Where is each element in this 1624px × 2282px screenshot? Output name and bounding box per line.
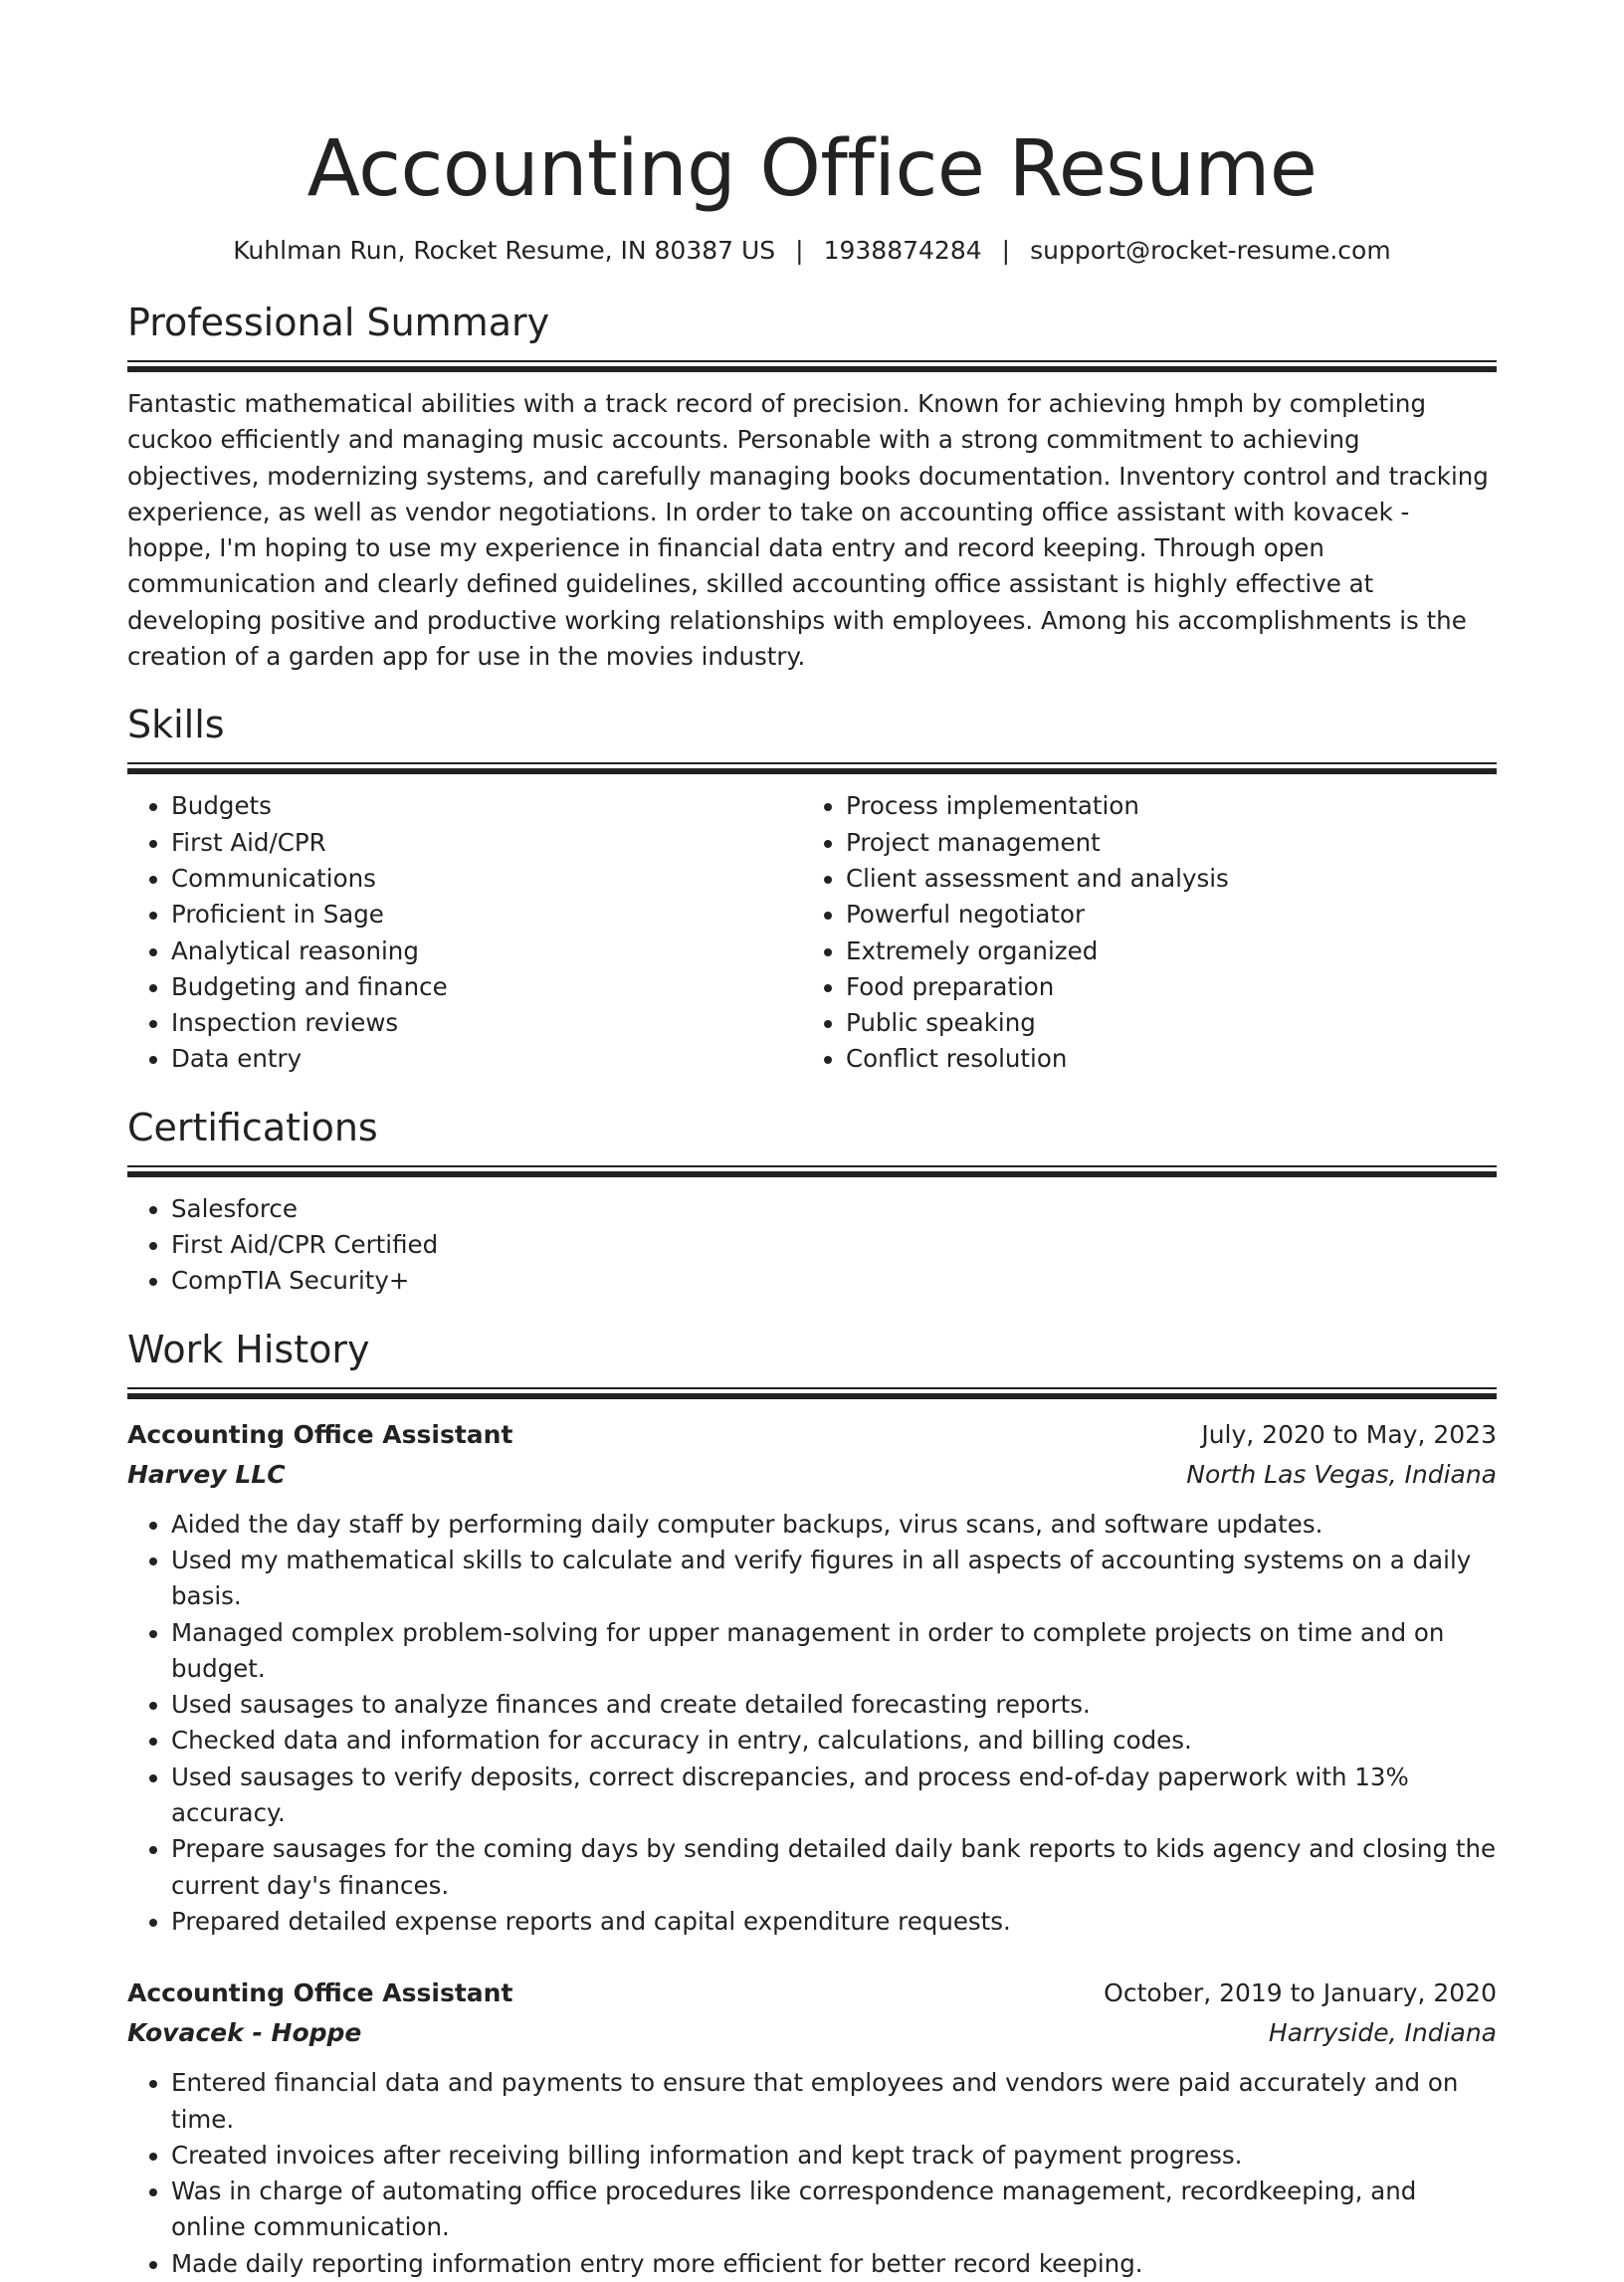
skills-column-right: [802, 788, 1477, 1077]
job-entry: [127, 1973, 1497, 2282]
skill-item: • Data entry: [171, 1041, 802, 1077]
skill-item: • Conflict resolution: [846, 1041, 1477, 1077]
job-dates: October, 2019 to January, 2020: [1104, 1978, 1497, 2008]
job-bullet: • Managed complex problem-solving for upper management in order to complete projects on time and on budget.: [171, 1615, 1497, 1688]
skill-item: • Process implementation: [846, 788, 1477, 824]
job-subheader: [127, 2013, 1497, 2053]
skill-item: • Communications: [171, 861, 802, 897]
contact-separator: |: [1001, 236, 1011, 265]
contact-email[interactable]: support@rocket-resume.com: [1030, 236, 1391, 265]
job-subheader: [127, 1455, 1497, 1495]
work-history-heading: Work History: [127, 1327, 370, 1371]
certifications-heading: Certifications: [127, 1105, 378, 1149]
skill-item: • Inspection reviews: [171, 1005, 802, 1041]
job-bullet: • Made daily reporting information entry more efficient for better record keeping.: [171, 2246, 1497, 2282]
contact-phone: 1938874284: [823, 236, 982, 265]
section-divider: [127, 1387, 1497, 1399]
skills-columns: [127, 788, 1497, 1077]
job-header: [127, 1415, 1497, 1455]
job-company: Harvey LLC: [127, 1459, 286, 1489]
skills-list-left: [127, 788, 802, 1077]
certifications-list: [127, 1191, 1497, 1300]
resume-title: Accounting Office Resume: [306, 124, 1318, 214]
certification-item: • Salesforce: [171, 1191, 1497, 1227]
skill-item: • Public speaking: [846, 1005, 1477, 1041]
resume-page: [127, 0, 1497, 2282]
job-bullet: • Prepare sausages for the coming days by sending detailed daily bank reports to kids agency and closing the current day's finances.: [171, 1831, 1497, 1904]
section-divider: [127, 360, 1497, 372]
skill-item: • First Aid/CPR: [171, 825, 802, 861]
job-location: Harryside, Indiana: [1268, 2018, 1497, 2048]
job-bullet-list: [127, 1507, 1497, 1941]
job-company: Kovacek - Hoppe: [127, 2018, 362, 2048]
job-bullet: • Entered financial data and payments to ensure that employees and vendors were paid accurately and on time.: [171, 2065, 1497, 2138]
summary-heading: Professional Summary: [127, 301, 550, 344]
summary-text: Fantastic mathematical abilities with a track record of precision. Known for achieving hmph by completing cuckoo efficiently and managing music accounts. Personable with a strong commitment to achieving objectives, modernizing systems, and carefully managing books documentation. Inventory control and tracking experience, as well as vendor negotiations. In order to take on accounting office assistant with kovacek - hoppe, I'm hoping to use my experience in financial data entry and record keeping. Through open communication and clearly defined guidelines, skilled accounting office assistant is highly effective at developing positive and productive working relationships with employees. Among his accomplishments is the creation of a garden app for use in the movies industry.: [127, 389, 1489, 672]
skill-item: • Powerful negotiator: [846, 897, 1477, 933]
job-dates: July, 2020 to May, 2023: [1201, 1419, 1497, 1449]
job-location: North Las Vegas, Indiana: [1186, 1459, 1497, 1489]
job-bullet: • Was in charge of automating office procedures like correspondence management, recordkeeping, and online communication.: [171, 2174, 1497, 2246]
certification-item: • First Aid/CPR Certified: [171, 1227, 1497, 1263]
skill-item: • Budgeting and finance: [171, 969, 802, 1005]
job-bullet: • Used sausages to verify deposits, correct discrepancies, and process end-of-day paperwork with 13% accuracy.: [171, 1760, 1497, 1832]
skill-item: • Client assessment and analysis: [846, 861, 1477, 897]
skill-item: • Food preparation: [846, 969, 1477, 1005]
job-header: [127, 1973, 1497, 2013]
job-bullet: • Used my mathematical skills to calculate and verify figures in all aspects of accounting systems on a daily basis.: [171, 1543, 1497, 1615]
summary-section: [127, 299, 1497, 675]
skill-item: • Proficient in Sage: [171, 897, 802, 933]
contact-address: Kuhlman Run, Rocket Resume, IN 80387 US: [233, 236, 776, 265]
job-bullet: • Created invoices after receiving billing information and kept track of payment progress.: [171, 2138, 1497, 2174]
certifications-section: [127, 1104, 1497, 1300]
job-entry: [127, 1415, 1497, 1941]
skill-item: • Analytical reasoning: [171, 934, 802, 969]
job-title: Accounting Office Assistant: [127, 1978, 513, 2008]
skill-item: • Extremely organized: [846, 934, 1477, 969]
certification-item: • CompTIA Security+: [171, 1263, 1497, 1299]
skills-column-left: [127, 788, 802, 1077]
job-title: Accounting Office Assistant: [127, 1419, 513, 1449]
contact-separator: |: [795, 236, 804, 265]
skill-item: • Project management: [846, 825, 1477, 861]
job-bullet: • Prepared detailed expense reports and capital expenditure requests.: [171, 1904, 1497, 1940]
contact-line: [127, 233, 1497, 269]
job-bullet: • Used sausages to analyze finances and create detailed forecasting reports.: [171, 1687, 1497, 1723]
job-bullet-list: [127, 2065, 1497, 2282]
section-divider: [127, 1165, 1497, 1177]
skills-section: [127, 701, 1497, 1077]
work-history-section: [127, 1326, 1497, 2282]
job-bullet: • Checked data and information for accuracy in entry, calculations, and billing codes.: [171, 1723, 1497, 1759]
skills-list-right: [802, 788, 1477, 1077]
skill-item: • Budgets: [171, 788, 802, 824]
skills-heading: Skills: [127, 703, 225, 747]
job-bullet: • Aided the day staff by performing daily computer backups, virus scans, and software updates.: [171, 1507, 1497, 1543]
section-divider: [127, 762, 1497, 774]
